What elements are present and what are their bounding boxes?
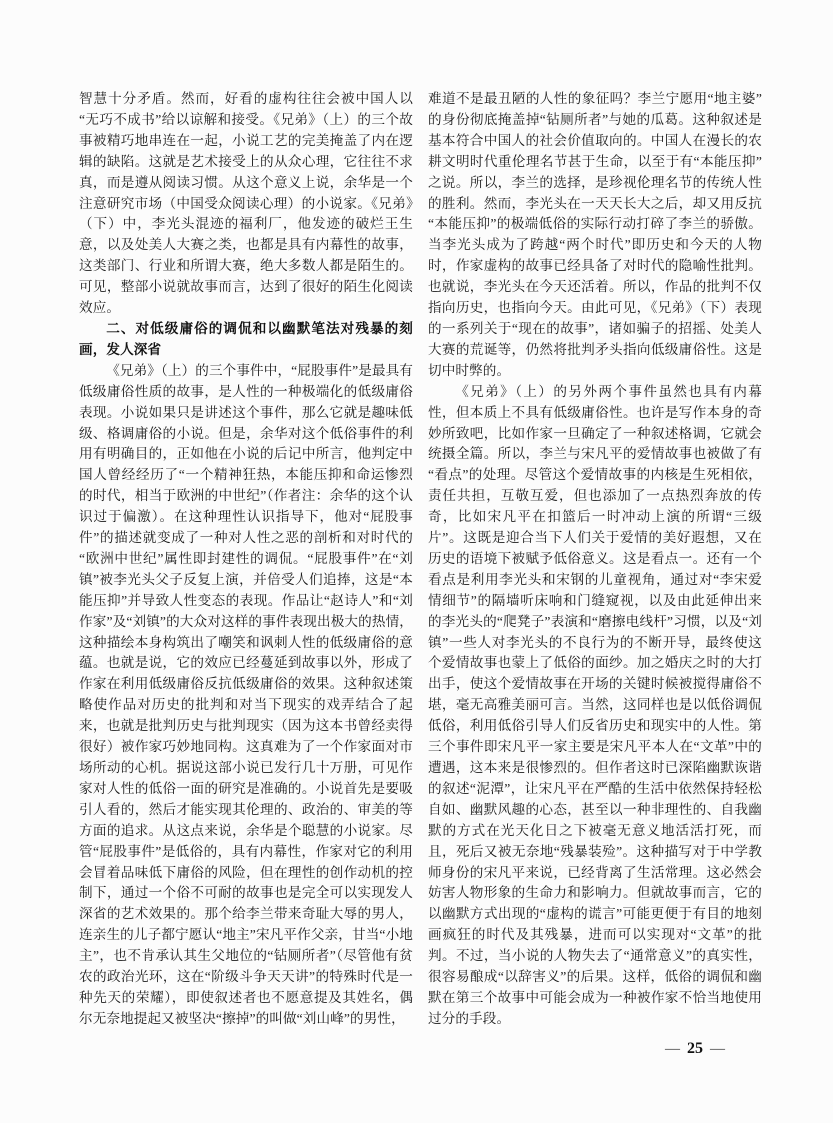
continuation-paragraph: 难道不是最丑陋的人性的象征吗？李兰宁愿用“地主婆”的身份彻底掩盖掉“钻厕所者”与她的瓜葛。这种叙述是基本符合中国人的社会价值取向的。中国人在漫长的农耕文明时代重伦理名节甚于生命，以至于有“本能压抑”之说。所以，李兰的选择，是珍视伦理名节的传统人性的胜利。然而，李光头在一天天长大之后，却又用反抗“本能压抑”的极端低俗的实际行动打碎了李兰的骄傲。当李光头成为了跨越“两个时代”即历史和今天的人物时，作家虚构的故事已经具备了对时代的隐喻性批判。也就说，李光头在今天还活着。所以，作品的批判不仅指向历史，也指向今天。由此可见，《兄弟》（下）表现的一系列关于“现在的故事”，诸如骗子的招摇、处美人大赛的荒诞等，仍然将批判矛头指向低级庸俗性。这是切中时弊的。	[428, 91, 762, 378]
right-column	[428, 89, 762, 1030]
paragraph: 《兄弟》（上）的三个事件中，“屁股事件”是最具有低级庸俗性质的故事，是人性的一种极端化的低级庸俗表现。小说如果只是讲述这个事件，那么它就是趣味低级、格调庸俗的小说。但是，余华对这个低俗事件的利用有明确目的，正如他在小说的后记中所言，他判定中国人曾经经历了“一个精神狂热，本能压抑和命运惨烈的时代，相当于欧洲的中世纪”（作者注：余华的这个认识过于偏激）。在这种理性认识指导下，他对“屁股事件”的描述就变成了一种对人性之恶的剖析和对时代的“欧洲中世纪”属性即封建性的调侃。“屁股事件”在“刘镇”被李光头父子反复上演，并倍受人们追捧，这是“本能压抑”并导致人性变态的表现。作品让“赵诗人”和“刘作家”及“刘镇”的大众对这样的事件表现出极大的热情，这种描绘本身构筑出了嘲笑和讽刺人性的低级庸俗的意蕴。也就是说，它的效应已经蔓延到故事以外，形成了作家在利用低级庸俗反抗低级庸俗的效果。这种叙述策略使作品对历史的批判和对当下现实的戏弄结合了起来，也就是批判历史与批判现实（因为这本书曾经卖得很好）被作家巧妙地同构。这真难为了一个作家面对市场所动的心机。据说这部小说已发行几十万册，可见作家对人性的低俗一面的研究是准确的。小说首先是要吸引人看的，然后才能实现其伦理的、政治的、审美的等方面的追求。从这点来说，余华是个聪慧的小说家。尽管“屁股事件”是低俗的，具有内幕性，作家对它的利用会冒着品味低下庸俗的风险，但在理性的创作动机的控制下，通过一个俗不可耐的故事也是完全可以实现发人深省的艺术效果的。那个给李兰带来奇耻大辱的男人，连亲生的儿子都宁愿认“地主”宋凡平作父亲，甘当“小地主”，也不肯承认其生父地位的“钻厕所者”（尽管他有贫农的政治光环，这在“阶级斗争天天讲”的特殊时代是一种先天的荣耀），即使叙述者也不愿意提及其姓名，偶尔无奈地提起又被坚决“擦掉”的叫做“刘山峰”的男性，	[79, 362, 413, 1026]
section-heading: 二、对低级庸俗的调侃和以幽默笔法对残暴的刻画，发人深省	[79, 320, 413, 357]
article-body	[79, 89, 762, 1030]
paragraph: 《兄弟》（上）的另外两个事件虽然也具有内幕性，但本质上不具有低级庸俗性。也许是写作本身的奇妙所致吧，比如作家一旦确定了一种叙述格调，它就会统摄全篇。所以，李兰与宋凡平的爱情故事也被做了有“看点”的处理。尽管这个爱情故事的内核是生死相依，责任共担，互敬互爱，但也添加了一点热烈奔放的传奇，比如宋凡平在扣篮后一时冲动上演的所谓“三级片”。这既是迎合当下人们关于爱情的美好遐想，又在历史的语境下被赋予低俗意义。这是看点一。还有一个看点是利用李光头和宋钢的儿童视角，通过对“李宋爱情细节”的隔墙听床响和门缝窥视，以及由此延伸出来的李光头的“爬凳子”表演和“磨擦电线杆”习惯，以及“刘镇”一些人对李光头的不良行为的不断开导，最终使这个爱情故事也蒙上了低俗的面纱。加之婚庆之时的大打出手，使这个爱情故事在开场的关键时候被搅得庸俗不堪，毫无高雅美丽可言。当然，这同样也是以低俗调侃低俗，利用低俗引导人们反省历史和现实中的人性。第三个事件即宋凡平一家主要是宋凡平本人在“文革”中的遭遇，这本来是很惨烈的。但作者这时已深陷幽默诙谐的叙述“泥潭”，让宋凡平在严酷的生活中依然保持轻松自如、幽默风趣的心态，甚至以一种非理性的、自我幽默的方式在光天化日之下被毫无意义地活活打死，而且，死后又被无奈地“残暴装殓”。这种描写对于中学教师身份的宋凡平来说，已经背离了生活常理。这必然会妨害人物形象的生命力和影响力。但就故事而言，它的以幽默方式出现的“虚构的谎言”可能更便于有目的地刻画疯狂的时代及其残暴，进而可以实现对“文革”的批判。不过，当小说的人物失去了“通常意义”的真实性，很容易酿成“以辞害义”的后果。这样，低俗的调侃和幽默在第三个故事中可能会成为一种被作家不恰当地使用过分的手段。	[428, 383, 762, 1026]
page-number-value: 25	[687, 1040, 703, 1057]
page-number-dash-left: —	[665, 1041, 680, 1057]
continuation-paragraph: 智慧十分矛盾。然而，好看的虚构往往会被中国人以“无巧不成书”给以谅解和接受。《兄弟》（上）的三个故事被精巧地串连在一起，小说工艺的完美掩盖了内在逻辑的缺陷。这就是艺术接受上的从众心理，它往往不求真，而是遵从阅读习惯。从这个意义上说，余华是一个注意研究市场（中国受众阅读心理）的小说家。《兄弟》（下）中，李光头混迹的福利厂，他发迹的破烂王生意，以及处美人大赛之类，也都是具有内幕性的故事，这类部门、行业和所谓大赛，绝大多数人都是陌生的。可见，整部小说就故事而言，达到了很好的陌生化阅读效应。	[79, 91, 413, 316]
page-number-dash-right: —	[710, 1041, 725, 1057]
page-number	[620, 1040, 770, 1058]
left-column	[79, 89, 413, 1030]
